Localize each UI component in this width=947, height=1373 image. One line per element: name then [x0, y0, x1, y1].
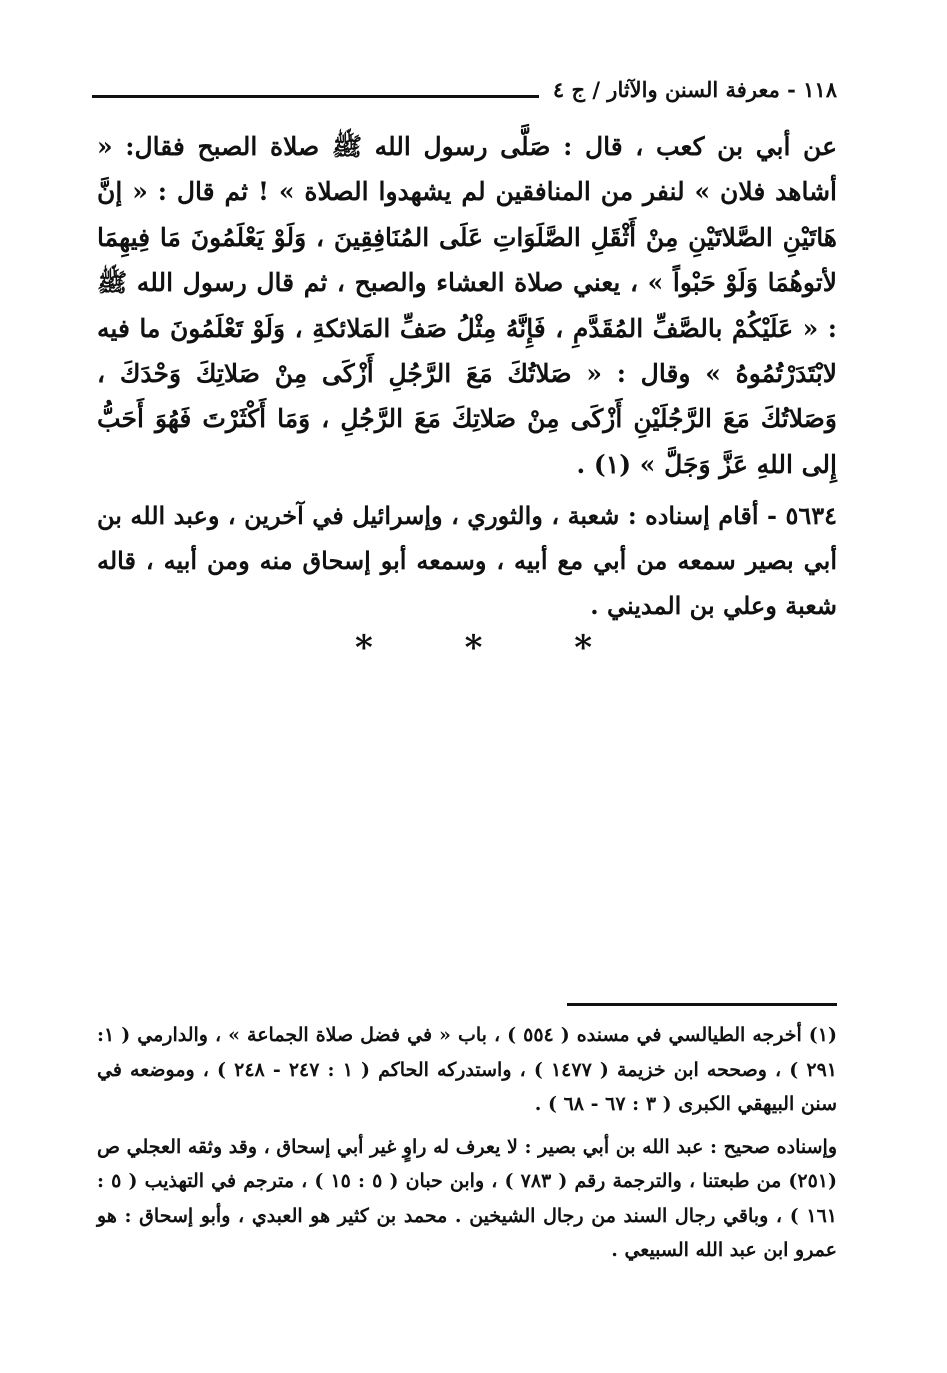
footnote-divider: [567, 1003, 837, 1006]
isnad-section: [97, 493, 837, 628]
isnad-paragraph: ٥٦٣٤ - أقام إسناده : شعبة ، والثوري ، وإسرائيل في آخرين ، وعبد الله بن أبي بصير سمعه من أبي مع أبيه ، وسمعه أبو إسحاق منه ومن أبيه ، قاله شعبة وعلي بن المديني .: [97, 501, 837, 620]
header-rule: [92, 95, 539, 98]
header-title: ١١٨ - معرفة السنن والآثار / ج ٤: [552, 77, 837, 102]
footnotes-section: [97, 1018, 837, 1276]
running-header: [92, 68, 837, 104]
hadith-paragraph: عن أبي بن كعب ، قال : صَلَّى رسول الله ﷺ صلاة الصبح فقال: « أشاهد فلان » لنفر من المنافقين لم يشهدوا الصلاة » ! ثم قال : « إنَّ هَاتَيْنِ الصَّلاتَيْنِ مِنْ أَثْقَلِ الصَّلَوَاتِ عَلَى المُنَافِقِينَ ، وَلَوْ يَعْلَمُونَ مَا فِيهِمَا لأتوهُمَا وَلَوْ حَبْواً » ، يعني صلاة العشاء والصبح ، ثم قال رسول الله ﷺ : « عَلَيْكُمْ بالصَّفِّ المُقَدَّمِ ، فَإِنَّهُ مِثْلُ صَفِّ المَلائكةِ ، وَلَوْ تَعْلَمُونَ ما فيه لابْتَدَرْتُمُوهُ » وقال : « صَلاتُكَ مَعَ الرَّجُلِ أَزْكَى مِنْ صَلاتِكَ وَحْدَكَ ، وَصَلاتُكَ مَعَ الرَّجُلَيْنِ أَزْكَى مِنْ صَلاتِكَ مَعَ الرَّجُلِ ، وَمَا أَكْثَرْتَ فَهُوَ أَحَبُّ إِلى اللهِ عَزَّ وَجَلَّ » (١) .: [97, 132, 837, 479]
footnote-1: (١) أخرجه الطيالسي في مسنده ( ٥٥٤ ) ، باب « في فضل صلاة الجماعة » ، والدارمي ( ١: ٢٩١ ) ، وصححه ابن خزيمة ( ١٤٧٧ ) ، واستدركه الحاكم ( ١ : ٢٤٧ - ٢٤٨ ) ، وموضعه في سنن البيهقي الكبرى ( ٣ : ٦٧ - ٦٨ ) .: [97, 1024, 837, 1115]
footnote-1-continued: وإسناده صحيح : عبد الله بن أبي بصير : لا يعرف له راوٍ غير أبي إسحاق ، وقد وثقه العجلي ص (٢٥١) من طبعتنا ، والترجمة رقم ( ٧٨٣ ) ، وابن حبان ( ٥ : ١٥ ) ، مترجم في التهذيب ( ٥ : ١٦١ ) ، وباقي رجال السند من رجال الشيخين . محمد بن كثير هو العبدي ، وأبو إسحاق : هو عمرو ابن عبد الله السبيعي .: [97, 1135, 837, 1261]
section-separator: * * *: [354, 628, 632, 668]
hadith-text: [97, 124, 837, 487]
